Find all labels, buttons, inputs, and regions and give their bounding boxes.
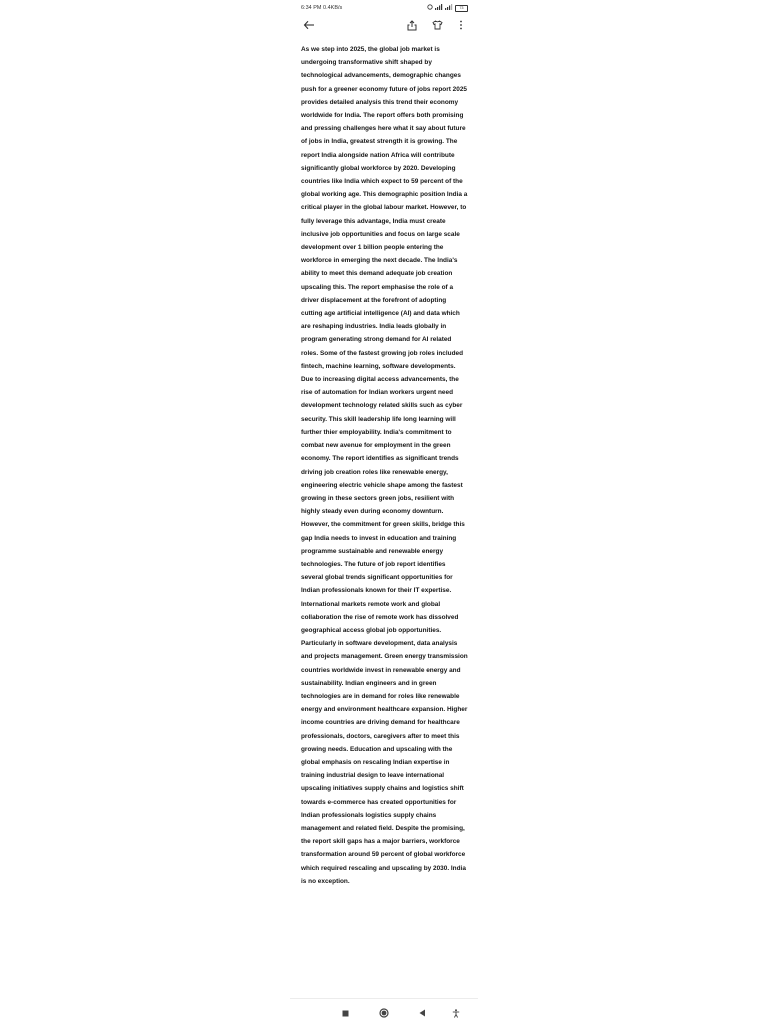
nav-back-button[interactable] — [415, 1006, 429, 1020]
share-icon — [407, 20, 417, 31]
divider — [290, 998, 478, 999]
battery-level: 73 — [459, 5, 464, 10]
status-bar — [290, 3, 478, 15]
square-icon — [342, 1010, 349, 1017]
signal-icon — [435, 4, 443, 12]
circle-icon — [379, 1008, 389, 1018]
share-button[interactable] — [405, 18, 419, 32]
arrow-left-icon — [303, 20, 315, 30]
alarm-icon — [427, 4, 433, 12]
recents-button[interactable] — [338, 1006, 352, 1020]
navigation-bar — [290, 1003, 478, 1021]
back-button[interactable] — [302, 18, 316, 32]
shirt-button[interactable] — [430, 18, 444, 32]
phone-screen — [290, 0, 478, 1024]
more-vertical-icon — [459, 20, 463, 30]
wifi-icon — [445, 4, 453, 12]
toolbar — [290, 15, 478, 37]
triangle-back-icon — [419, 1009, 426, 1017]
accessibility-button[interactable] — [449, 1006, 463, 1020]
home-button[interactable] — [377, 1006, 391, 1020]
status-time: 6:34 PM 0.4KB/s — [301, 5, 343, 11]
shirt-icon — [432, 20, 443, 30]
battery-icon — [455, 5, 468, 12]
status-icons — [427, 4, 468, 12]
accessibility-icon — [452, 1009, 460, 1018]
article-body: As we step into 2025, the global job market is undergoing transformative shift shaped by technological advancements, demographic changes push for a greener economy future of jobs report 2025 provides detailed analysis this trend their economy worldwide for India. The report offers both promising and pressing challenges here what it say about future of jobs in India, greatest strength it is growing. The report India alongside nation Africa will contribute significantly global workforce by 2020. Developing countries like India which expect to 59 percent of the global working age. This demographic position India a critical player in the global labour market. However, to fully leverage this advantage, India must create inclusive job opportunities and focus on large scale development over 1 billion people entering the workforce in emerging the next decade. The India's ability to meet this demand adequate job creation upscaling this. The report emphasise the role of a driver displacement at the forefront of adopting cutting age artificial intelligence (AI) and data which are reshaping industries. India leads globally in program generating strong demand for AI related roles. Some of the fastest growing job roles included fintech, machine learning, software developments. Due to increasing digital access advancements, the rise of automation for Indian workers urgent need development technology related skills such as cyber security. This skill leadership life long learning will further thier employability. India's commitment to combat new avenue for employment in the green economy. The report identifies as significant trends driving job creation roles like renewable energy, engineering electric vehicle shape among the fastest growing in these sectors green jobs, resilient with highly steady even during economy downturn. However, the commitment for green skills, bridge this gap India needs to invest in education and training programme sustainable and renewable energy technologies. The future of job report identifies several global trends significant opportunities for Indian professionals known for their IT expertise. International markets remote work and global collaboration the rise of remote work has dissolved geographical access global job opportunities. Particularly in software development, data analysis and projects management. Green energy transmission countries worldwide invest in renewable energy and sustainability. Indian engineers and in green technologies are in demand for roles like renewable energy and environment healthcare expansion. Higher income countries are driving demand for healthcare professionals, doctors, caregivers after to meet this growing needs. Education and upscaling with the global emphasis on rescaling Indian expertise in training industrial design to leave international upscaling initiatives supply chains and logistics shift towards e-commerce has created opportunities for Indian professionals logistics supply chains management and related field. Despite the promising, the report skill gaps has a major barriers, workforce transformation around 59 percent of global workforce which required rescaling and upscaling by 2030. India is no exception. — [301, 46, 468, 885]
more-button[interactable] — [454, 18, 468, 32]
